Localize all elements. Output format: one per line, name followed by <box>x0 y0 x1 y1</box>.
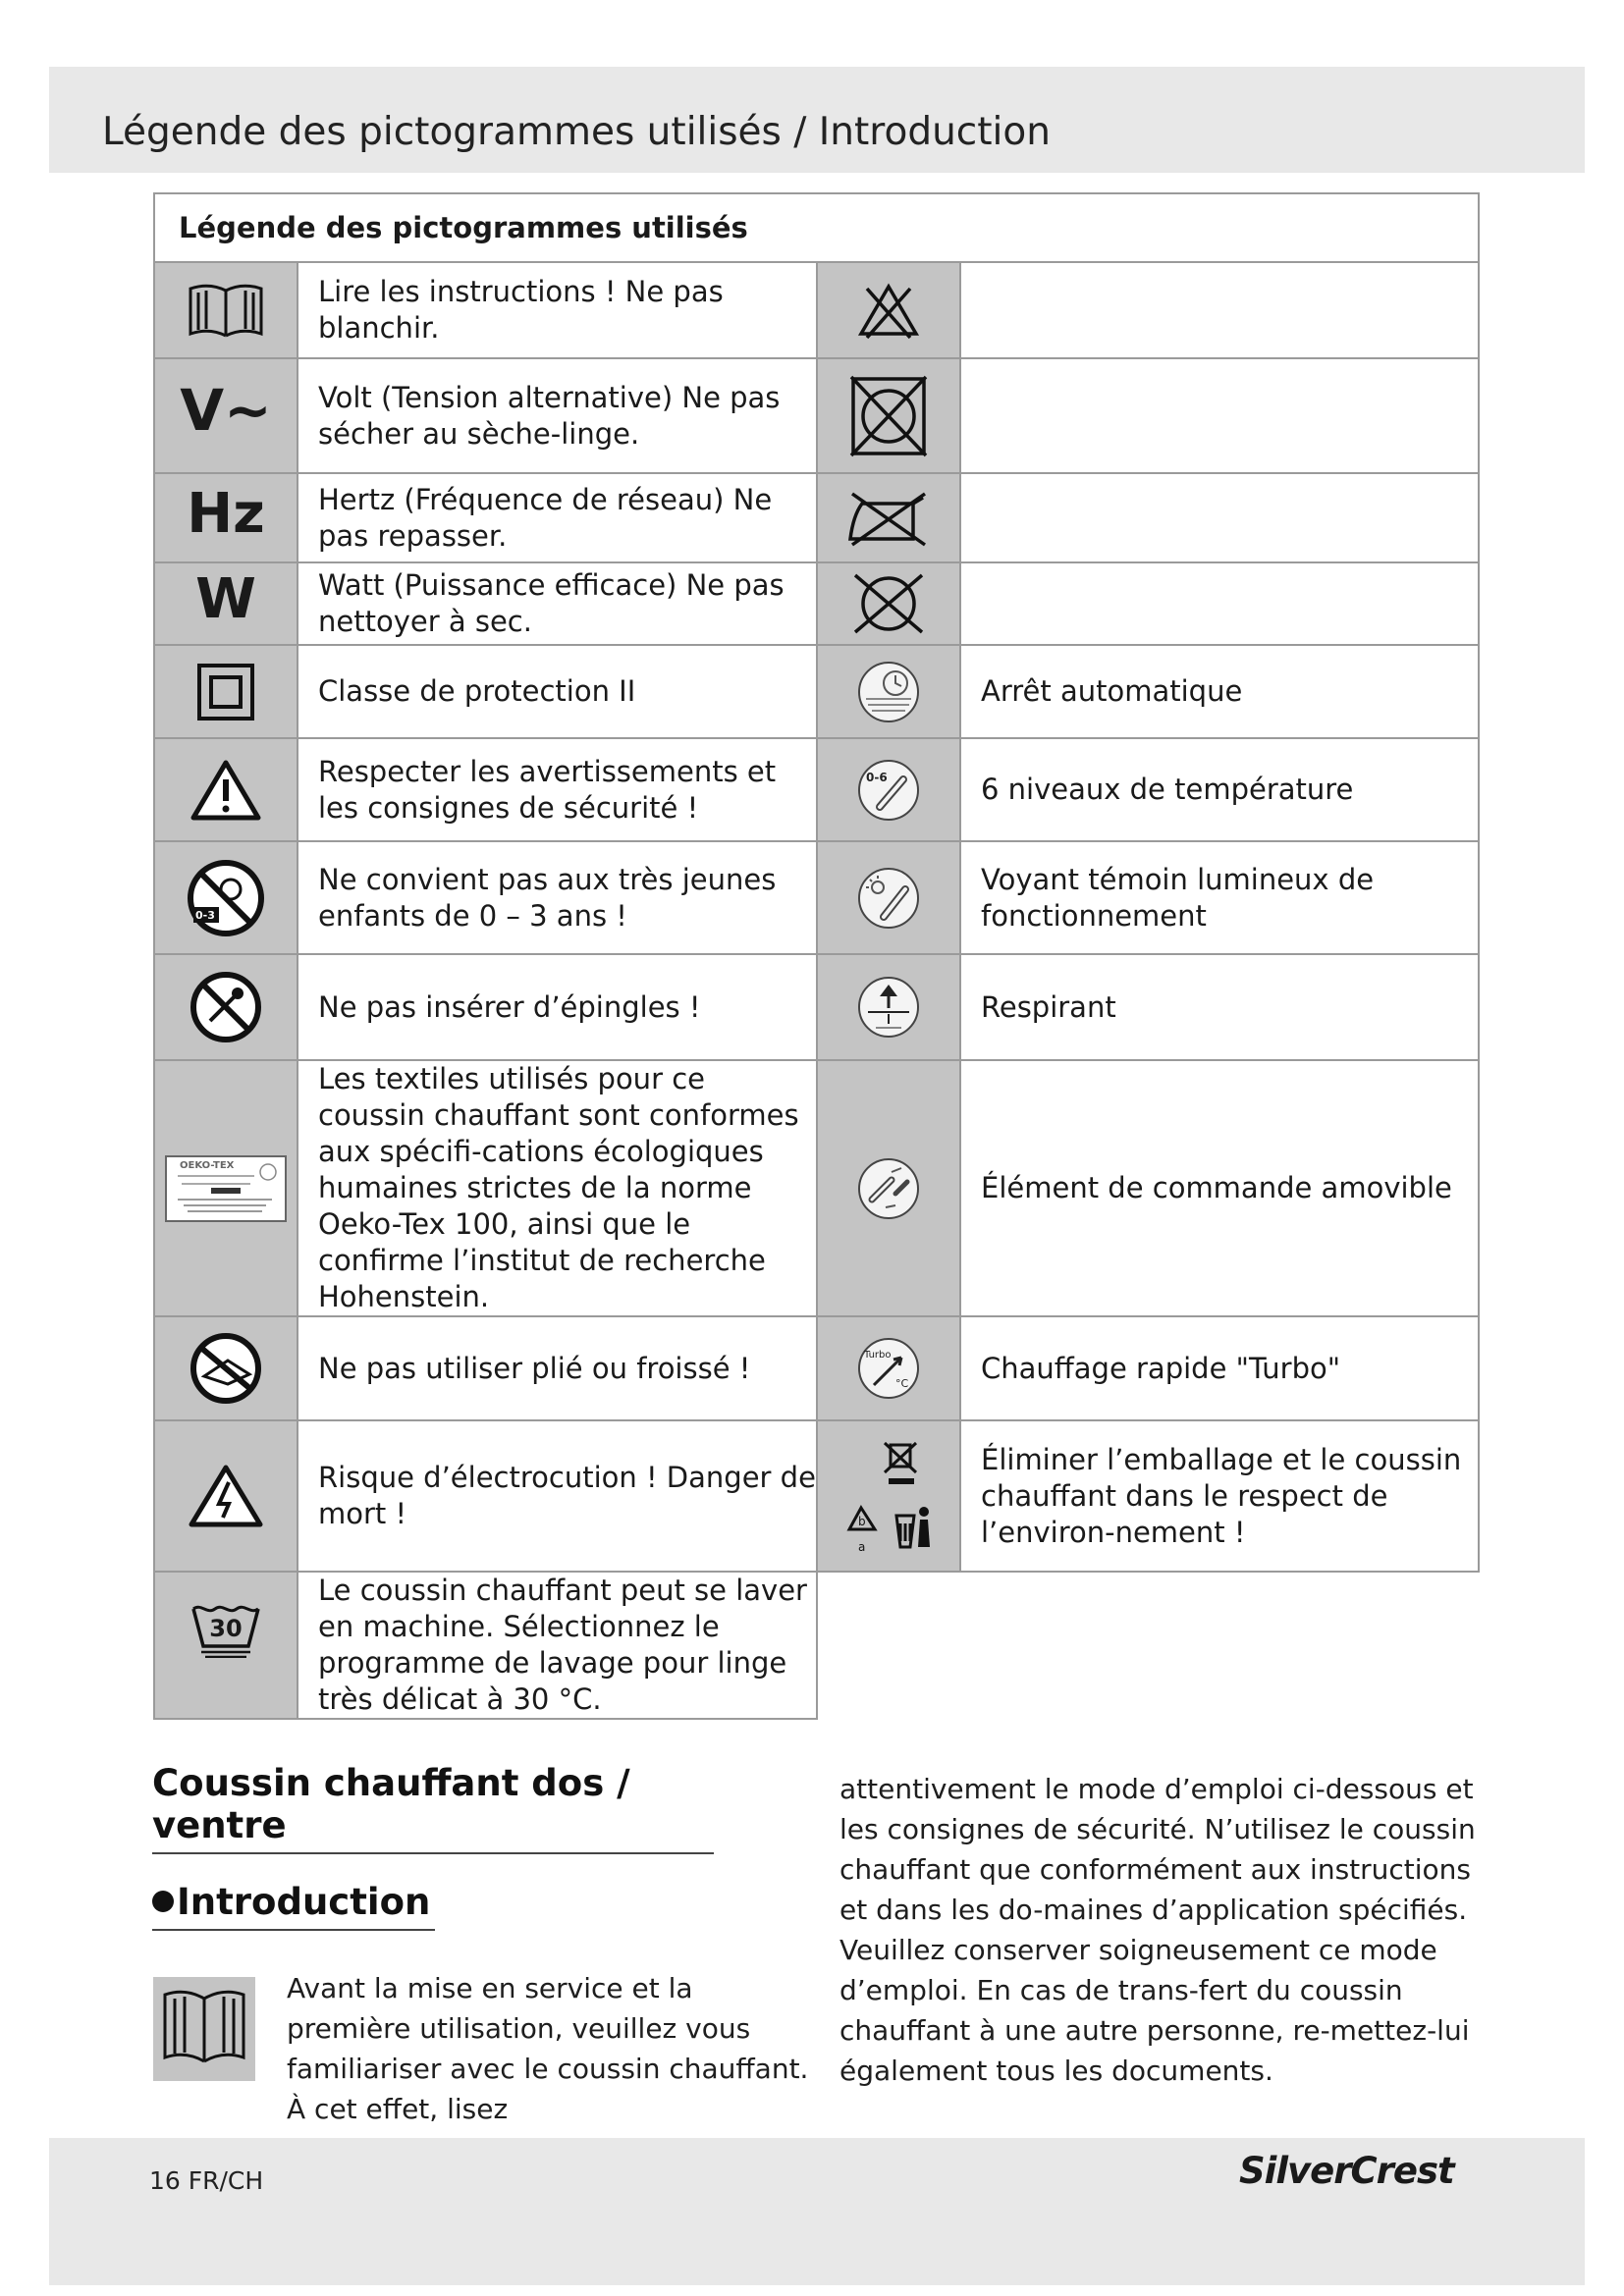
legend-text: Lire les instructions ! Ne pas blanchir. <box>298 262 817 358</box>
electric-shock-icon <box>154 1420 298 1572</box>
legend-text: Voyant témoin lumineux de fonctionnement <box>960 841 1479 954</box>
auto-off-icon <box>817 645 960 738</box>
legend-title: Légende des pictogrammes utilisés <box>154 193 1479 262</box>
legend-text <box>960 358 1479 473</box>
no-dry-clean-icon <box>817 562 960 645</box>
legend-text: Respecter les avertissements et les consignes de sécurité ! <box>298 738 817 841</box>
legend-row <box>154 1572 1479 1719</box>
subsection-title <box>152 1881 435 1931</box>
legend-row <box>154 358 1479 473</box>
legend-row <box>154 738 1479 841</box>
pictogram-legend-table <box>153 192 1480 1720</box>
legend-row <box>154 954 1479 1060</box>
svg-text:°C: °C <box>895 1377 909 1390</box>
no-pins-icon <box>154 954 298 1060</box>
page-title: Légende des pictogrammes utilisés / Introduction <box>102 110 1051 154</box>
intro-paragraph-left: Avant la mise en service et la première utilisation, veuillez vous familiariser avec le coussin chauffant. À cet effet, lisez <box>287 1972 809 2125</box>
warning-triangle-icon <box>154 738 298 841</box>
legend-text <box>960 262 1479 358</box>
legend-text: Éliminer l’emballage et le coussin chauffant dans le respect de l’environ-nement ! <box>960 1420 1479 1572</box>
indicator-light-icon <box>817 841 960 954</box>
legend-text: Risque d’électrocution ! Danger de mort ! <box>298 1420 817 1572</box>
legend-row <box>154 1316 1479 1420</box>
oeko-tex-label-icon <box>154 1060 298 1316</box>
no-bleach-icon <box>817 262 960 358</box>
hertz-symbol: Hz <box>187 481 265 546</box>
wash-temperature-label: 30 <box>209 1614 243 1642</box>
legend-text: Watt (Puissance efficace) Ne pas nettoyer à sec. <box>298 562 817 645</box>
legend-row <box>154 841 1479 954</box>
hertz-symbol-icon <box>154 473 298 562</box>
empty-cell <box>817 1572 1479 1719</box>
svg-text:a: a <box>858 1540 866 1554</box>
legend-row <box>154 262 1479 358</box>
removable-control-icon <box>817 1060 960 1316</box>
legend-row <box>154 473 1479 562</box>
svg-text:0-3: 0-3 <box>195 908 215 922</box>
legend-text: Les textiles utilisés pour ce coussin chauffant sont conformes aux spécifi-cations écologiques humaines strictes de la norme Oeko-Tex 100, ainsi que le confirme l’institut de recherche Hohenstein. <box>298 1060 817 1316</box>
legend-row <box>154 562 1479 645</box>
not-for-children-icon <box>154 841 298 954</box>
book-icon <box>154 262 298 358</box>
no-folding-icon <box>154 1316 298 1420</box>
intro-paragraph-right: attentivement le mode d’emploi ci-dessous et les consignes de sécurité. N’utilisez le coussin chauffant que conformément aux instructions et dans les do-maines d’application spécifiés. Veuillez conserver soigneusement ce mode d’emploi. En cas de trans-fert du coussin chauffant à une autre personne, re-mettez-lui également tous les documents. <box>839 1773 1476 2087</box>
subsection-title-text: Introduction <box>177 1881 431 1923</box>
legend-text <box>960 473 1479 562</box>
legend-text: Ne convient pas aux très jeunes enfants de 0 – 3 ans ! <box>298 841 817 954</box>
bullet-dot-icon <box>152 1891 174 1912</box>
legend-row <box>154 645 1479 738</box>
turbo-heating-icon <box>817 1316 960 1420</box>
svg-text:0-6: 0-6 <box>866 770 888 784</box>
legend-text: Ne pas insérer d’épingles ! <box>298 954 817 1060</box>
no-iron-icon <box>817 473 960 562</box>
legend-text: Élément de commande amovible <box>960 1060 1479 1316</box>
legend-text: 6 niveaux de température <box>960 738 1479 841</box>
legend-row <box>154 1060 1479 1316</box>
legend-text: Arrêt automatique <box>960 645 1479 738</box>
legend-text: Chauffage rapide "Turbo" <box>960 1316 1479 1420</box>
recycling-icon <box>817 1420 960 1572</box>
watt-symbol: W <box>195 567 256 631</box>
legend-text: Hertz (Fréquence de réseau) Ne pas repasser. <box>298 473 817 562</box>
no-tumble-dry-icon <box>817 358 960 473</box>
legend-text: Classe de protection II <box>298 645 817 738</box>
legend-text: Volt (Tension alternative) Ne pas sécher au sèche-linge. <box>298 358 817 473</box>
section-title: Coussin chauffant dos / ventre <box>152 1762 714 1854</box>
legend-text: Respirant <box>960 954 1479 1060</box>
volt-symbol: V~ <box>180 377 272 444</box>
svg-text:Turbo: Turbo <box>864 1350 892 1361</box>
watt-symbol-icon <box>154 562 298 645</box>
breathable-icon <box>817 954 960 1060</box>
legend-text: Ne pas utiliser plié ou froissé ! <box>298 1316 817 1420</box>
wash-30-icon <box>154 1572 298 1719</box>
book-icon <box>153 1977 255 2081</box>
brand-logo: SilverCrest <box>1239 2150 1454 2192</box>
legend-row <box>154 1420 1479 1572</box>
page-number: 16 FR/CH <box>149 2166 264 2195</box>
legend-header-row <box>154 193 1479 262</box>
legend-text: Le coussin chauffant peut se laver en machine. Sélectionnez le programme de lavage pour linge très délicat à 30 °C. <box>298 1572 817 1719</box>
legend-text <box>960 562 1479 645</box>
svg-text:b: b <box>858 1515 866 1528</box>
temperature-levels-icon <box>817 738 960 841</box>
volt-symbol-icon <box>154 358 298 473</box>
svg-text:OEKO-TEX: OEKO-TEX <box>180 1159 235 1171</box>
protection-class-ii-icon <box>154 645 298 738</box>
